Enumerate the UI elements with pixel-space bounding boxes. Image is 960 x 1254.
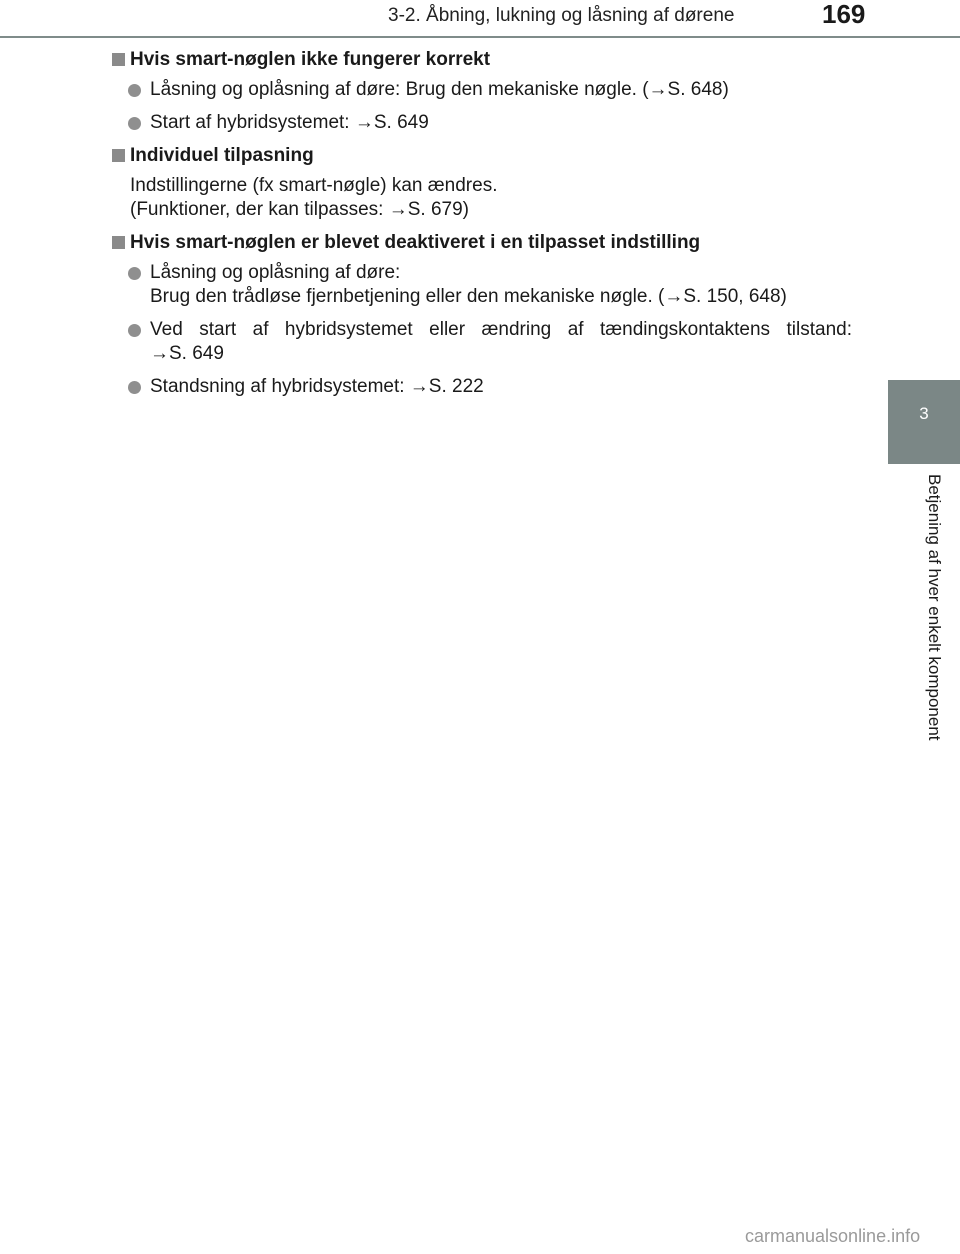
paragraph	[112, 174, 852, 222]
side-label	[924, 474, 944, 794]
list-item-text: Låsning og oplåsning af døre: Brug den mekaniske nøgle. (→S. 648)	[150, 79, 729, 100]
circle-bullet-icon	[128, 117, 141, 130]
list-item-text: Start af hybridsystemet: →S. 649	[150, 112, 429, 133]
list-item	[112, 318, 852, 366]
side-label-text: Betjening af hver enkelt komponent	[925, 474, 944, 741]
list-item	[112, 78, 852, 102]
section-smart-key-malfunction	[112, 48, 852, 135]
list-item-text: Standsning af hybridsystemet: →S. 222	[150, 376, 484, 397]
page-number: 169	[822, 0, 866, 29]
watermark: carmanualsonline.info	[745, 1226, 921, 1246]
header-rule	[0, 36, 960, 38]
circle-bullet-icon	[128, 381, 141, 394]
section-heading-text: Individuel tilpasning	[130, 145, 314, 166]
list-item-text: Låsning og oplåsning af døre:	[150, 262, 401, 283]
section-heading	[112, 231, 852, 255]
list-item	[112, 111, 852, 135]
list-item	[112, 261, 852, 309]
content	[112, 48, 852, 408]
section-heading-text: Hvis smart-nøglen ikke fungerer korrekt	[130, 49, 491, 70]
side-tab-number: 3	[919, 404, 929, 423]
square-bullet-icon	[112, 236, 125, 249]
paragraph-line: Indstillingerne (fx smart-nøgle) kan ændres.	[130, 175, 498, 196]
header-title: 3-2. Åbning, lukning og låsning af dørene	[388, 5, 735, 26]
section-heading-text: Hvis smart-nøglen er blevet deaktiveret i en tilpasset indstilling	[130, 232, 701, 253]
section-smart-key-deactivated	[112, 231, 852, 399]
list-item-text: →S. 649	[150, 343, 224, 364]
circle-bullet-icon	[128, 84, 141, 97]
circle-bullet-icon	[128, 324, 141, 337]
square-bullet-icon	[112, 149, 125, 162]
section-heading	[112, 48, 852, 72]
list-item-text: Brug den trådløse fjernbetjening eller den mekaniske nøgle. (→S. 150, 648)	[150, 286, 787, 307]
circle-bullet-icon	[128, 267, 141, 280]
section-customization	[112, 144, 852, 222]
list-item-text: Ved start af hybridsystemet eller ændring af tændingskontaktens tilstand:	[150, 319, 852, 340]
section-heading	[112, 144, 852, 168]
square-bullet-icon	[112, 53, 125, 66]
side-tab	[888, 380, 960, 464]
list-item	[112, 375, 852, 399]
paragraph-line: (Funktioner, der kan tilpasses: →S. 679)	[130, 199, 469, 220]
